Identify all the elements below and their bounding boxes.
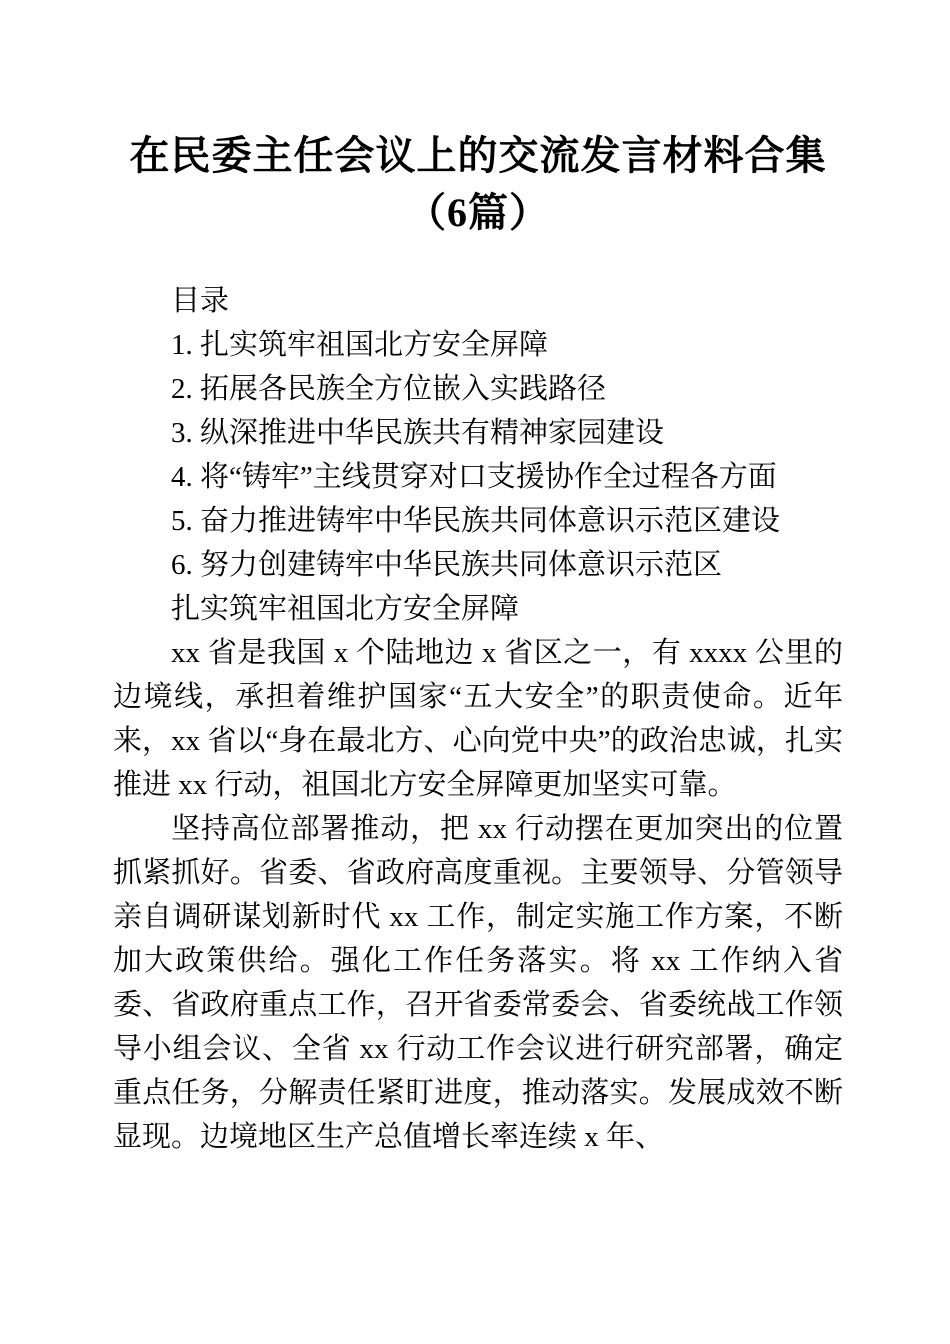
document-body xyxy=(113,279,843,1159)
document-title: 在民委主任会议上的交流发言材料合集（6篇） xyxy=(129,133,827,235)
toc-item-5: 5. 奋力推进铸牢中华民族共同体意识示范区建设 xyxy=(171,505,781,537)
toc-item-3: 3. 纵深推进中华民族共有精神家园建设 xyxy=(171,417,665,449)
toc-heading: 目录 xyxy=(171,285,230,317)
toc-item-6: 6. 努力创建铸牢中华民族共同体意识示范区 xyxy=(171,549,723,581)
section-paragraph-1: xx 省是我国 x 个陆地边 x 省区之一，有 xxxx 公里的边境线，承担着维护国家“五大安全”的职责使命。近年来，xx 省以“身在最北方、心向党中央”的政治忠诚，扎实推进 xx 行动，祖国北方安全屏障更加坚实可靠。 xyxy=(113,637,843,801)
toc-item-1: 1. 扎实筑牢祖国北方安全屏障 xyxy=(171,329,549,361)
section-paragraph-2: 坚持高位部署推动，把 xx 行动摆在更加突出的位置抓紧抓好。省委、省政府高度重视。主要领导、分管领导亲自调研谋划新时代 xx 工作，制定实施工作方案，不断加大政策供给。强化工作任务落实。将 xx 工作纳入省委、省政府重点工作，召开省委常委会、省委统战工作领导小组会议、全省 xx 行动工作会议进行研究部署，确定重点任务，分解责任紧盯进度，推动落实。发展成效不断显现。边境地区生产总值增长率连续 x 年、 xyxy=(113,813,843,1153)
toc-item-4: 4. 将“铸牢”主线贯穿对口支援协作全过程各方面 xyxy=(171,461,777,493)
section-heading: 扎实筑牢祖国北方安全屏障 xyxy=(171,593,520,625)
toc-item-2: 2. 拓展各民族全方位嵌入实践路径 xyxy=(171,373,607,405)
